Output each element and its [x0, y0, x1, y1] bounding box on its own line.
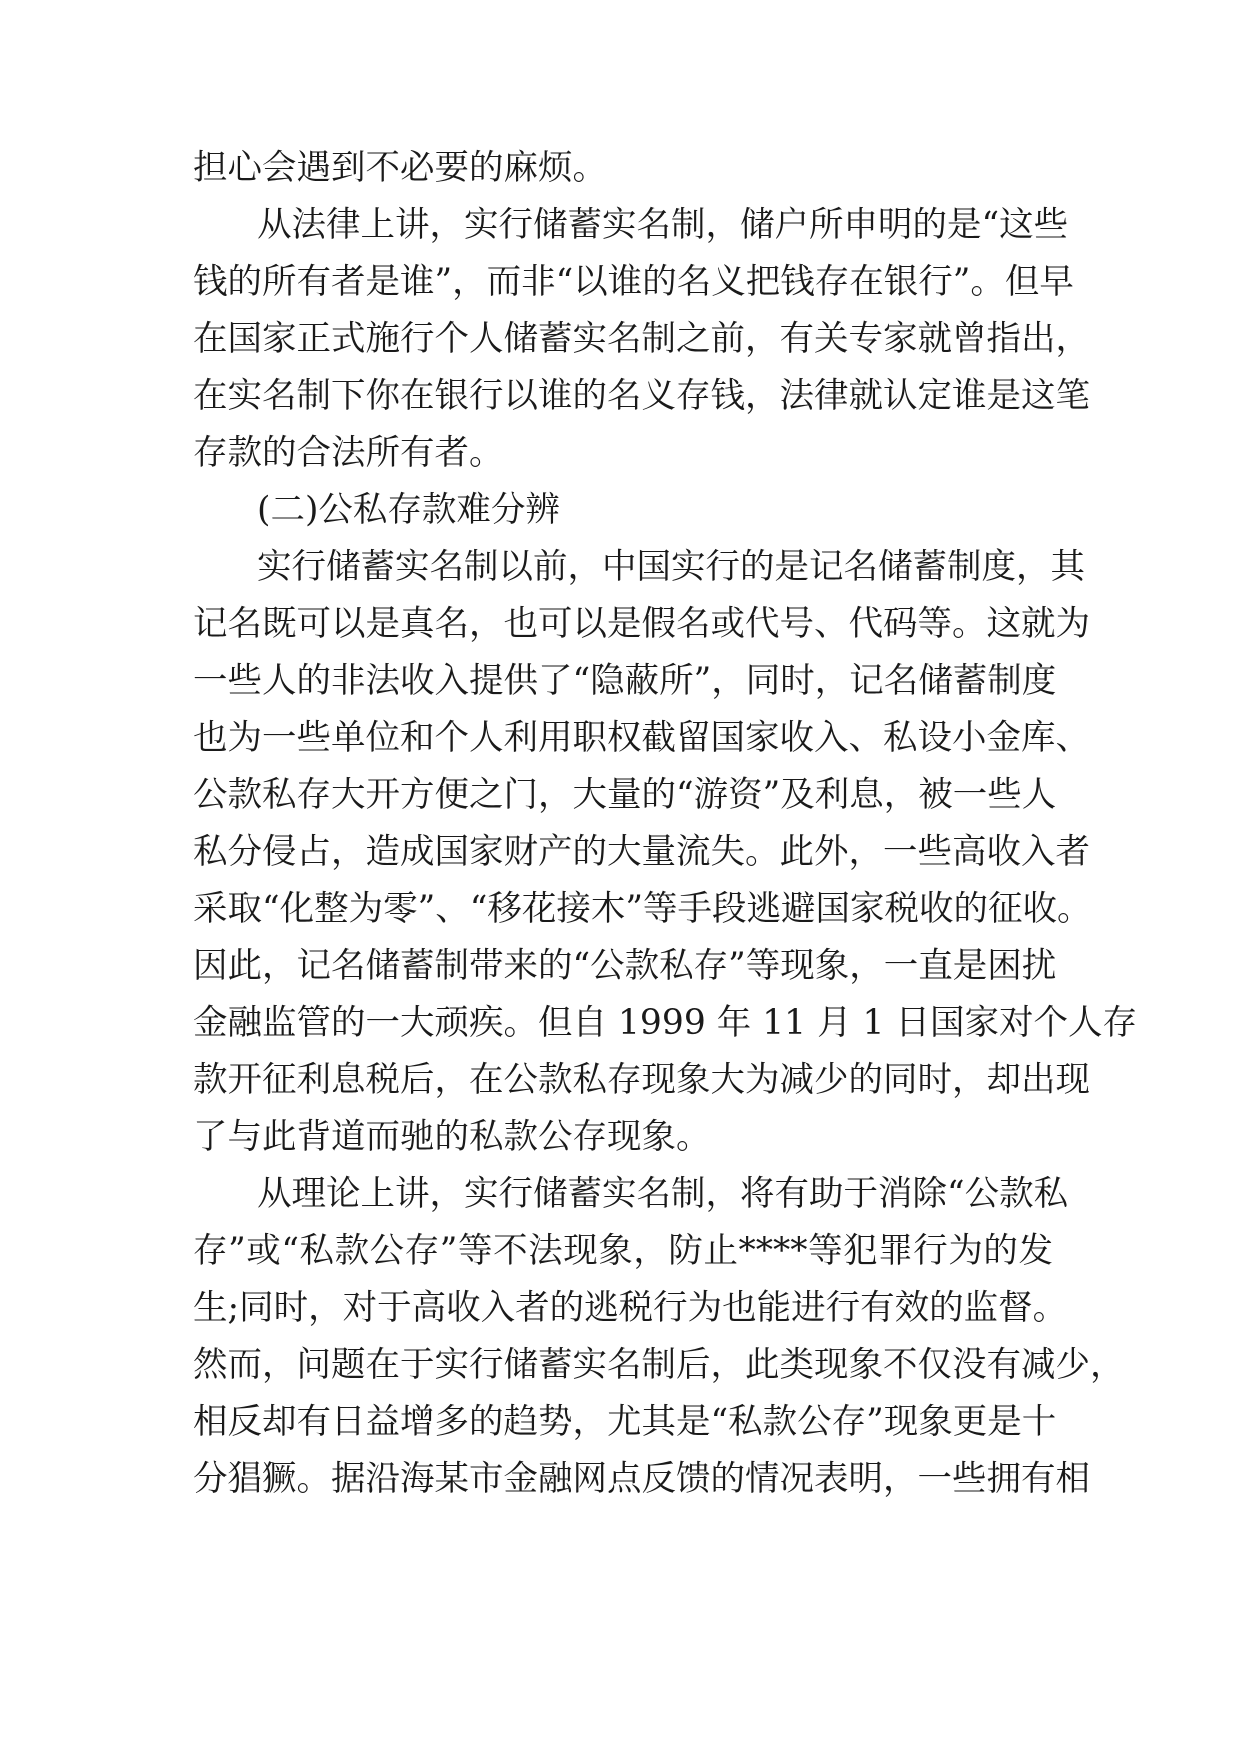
text-line: 担心会遇到不必要的麻烦。 [193, 148, 607, 188]
paragraph-first-line: 从理论上讲，实行储蓄实名制，将有助于消除“公款私 [257, 1174, 1069, 1214]
text-line: 分猖獗。据沿海某市金融网点反馈的情况表明，一些拥有相 [193, 1459, 1090, 1499]
text-line: 钱的所有者是谁”，而非“以谁的名义把钱存在银行”。但早 [193, 262, 1074, 302]
text-line: 在国家正式施行个人储蓄实名制之前，有关专家就曾指出， [193, 319, 1090, 359]
text-line: 采取“化整为零”、“移花接木”等手段逃避国家税收的征收。 [193, 889, 1092, 929]
text-line: 存”或“私款公存”等不法现象，防止****等犯罪行为的发 [193, 1231, 1053, 1271]
text-line: 记名既可以是真名，也可以是假名或代号、代码等。这就为 [193, 604, 1090, 644]
text-line: 因此，记名储蓄制带来的“公款私存”等现象，一直是困扰 [193, 946, 1057, 986]
text-line: 生;同时，对于高收入者的逃税行为也能进行有效的监督。 [193, 1288, 1068, 1328]
text-line: 存款的合法所有者。 [193, 433, 504, 473]
text-line: 款开征利息税后，在公款私存现象大为减少的同时，却出现 [193, 1060, 1090, 1100]
section-heading: (二)公私存款难分辨 [257, 490, 560, 530]
text-line: 一些人的非法收入提供了“隐蔽所”，同时，记名储蓄制度 [193, 661, 1057, 701]
text-line: 然而，问题在于实行储蓄实名制后，此类现象不仅没有减少， [193, 1345, 1125, 1385]
text-line: 了与此背道而驰的私款公存现象。 [193, 1117, 711, 1157]
text-line: 也为一些单位和个人利用职权截留国家收入、私设小金库、 [193, 718, 1090, 758]
text-line: 金融监管的一大顽疾。但自 1999 年 11 月 1 日国家对个人存 [193, 1003, 1137, 1043]
text-line: 私分侵占，造成国家财产的大量流失。此外，一些高收入者 [193, 832, 1090, 872]
text-line: 在实名制下你在银行以谁的名义存钱，法律就认定谁是这笔 [193, 376, 1090, 416]
text-line: 公款私存大开方便之门，大量的“游资”及利息，被一些人 [193, 775, 1057, 815]
paragraph-first-line: 从法律上讲，实行储蓄实名制，储户所申明的是“这些 [257, 205, 1069, 245]
paragraph-first-line: 实行储蓄实名制以前，中国实行的是记名储蓄制度，其 [257, 547, 1085, 587]
text-line: 相反却有日益增多的趋势，尤其是“私款公存”现象更是十 [193, 1402, 1057, 1442]
